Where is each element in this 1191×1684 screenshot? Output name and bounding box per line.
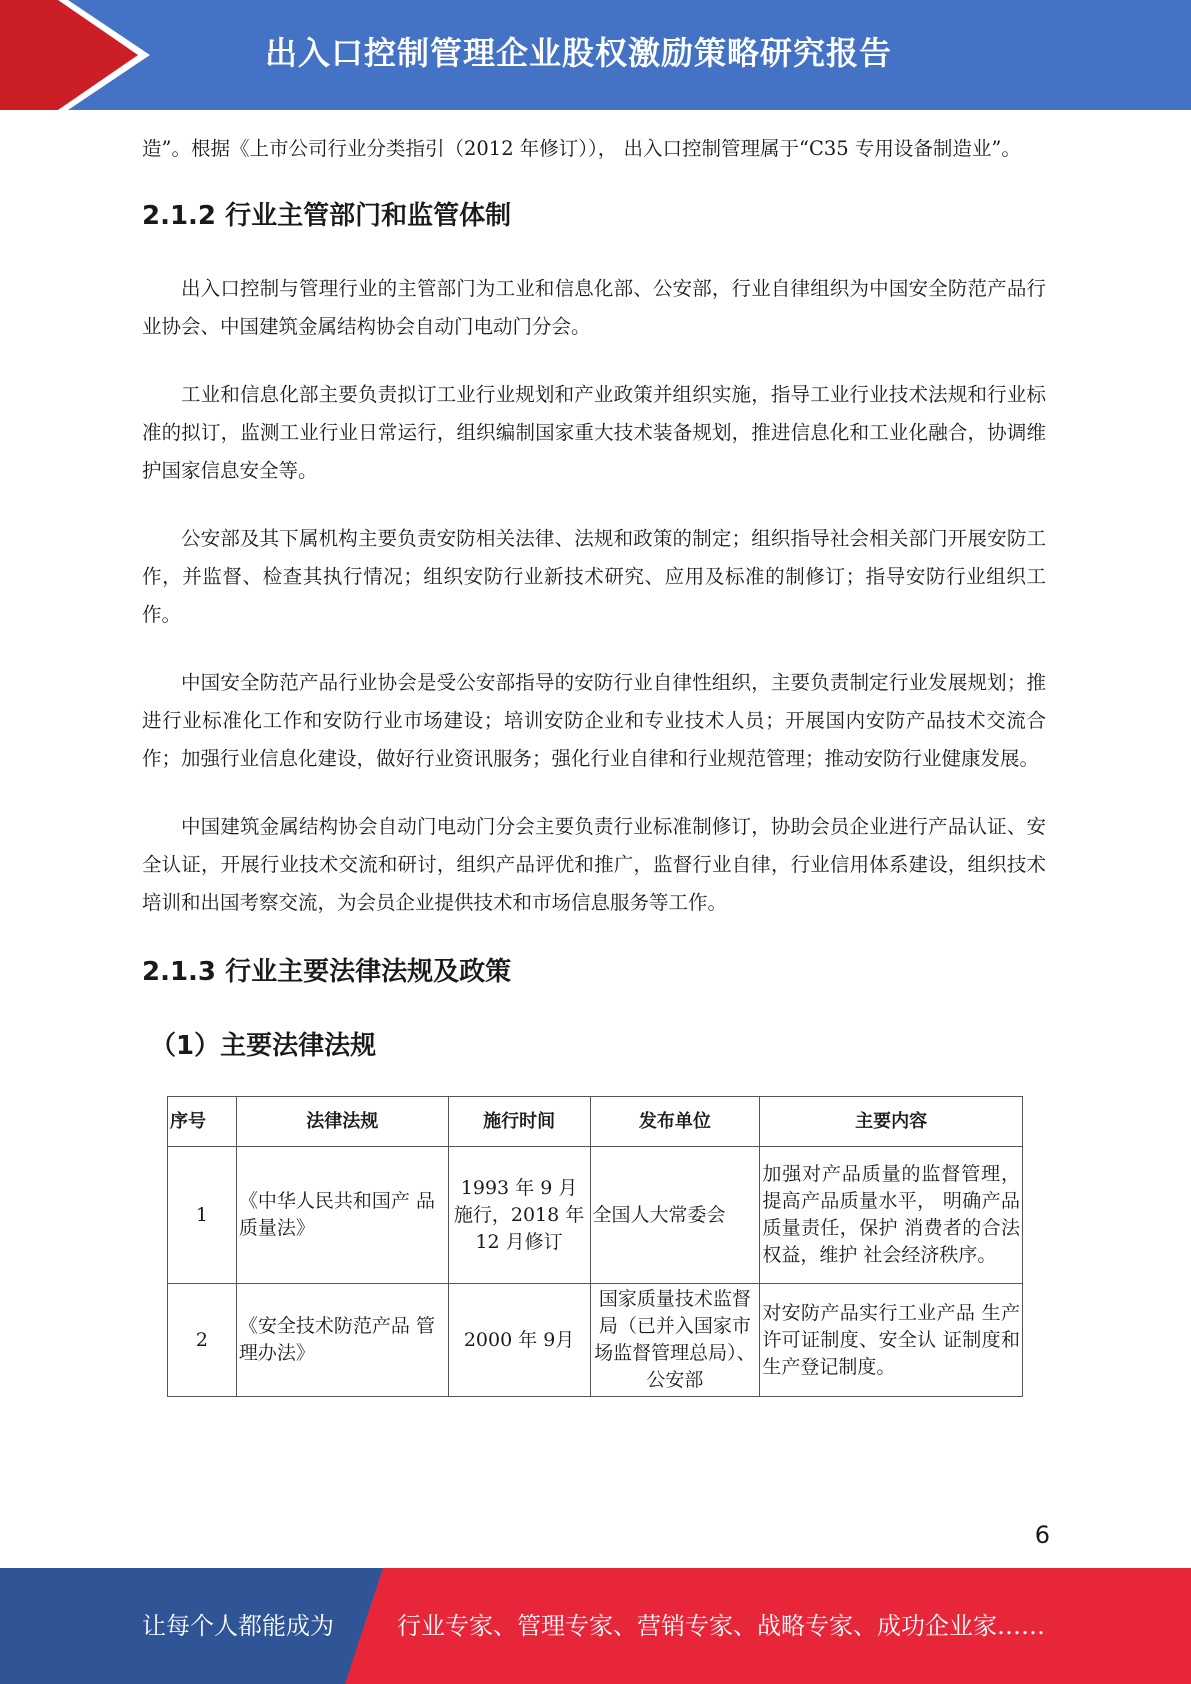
column-header-date: 施行时间 xyxy=(448,1097,590,1147)
paragraph: 中国安全防范产品行业协会是受公安部指导的安防行业自律性组织，主要负责制定行业发展规划；推进行业标准化工作和安防行业市场建设；培训安防企业和专业技术人员；开展国内安防产品技术交流合作；加强行业信息化建设，做好行业资讯服务；强化行业自律和行业规范管理；推动安防行业健康发展。 xyxy=(142,671,1046,770)
table-header-row xyxy=(168,1097,1023,1147)
cell-no: 1 xyxy=(168,1147,237,1284)
cell-no: 2 xyxy=(168,1284,237,1397)
intro-paragraph: 造”。根据《上市公司行业分类指引（2012 年修订））， 出入口控制管理属于“C35 专用设备制造业”。 xyxy=(142,137,1021,160)
cell-issuer: 国家质量技术监督局（已并入国家市场监督管理总局）、公安部 xyxy=(590,1284,760,1397)
cell-date: 1993 年 9 月 施行，2018 年 12 月修订 xyxy=(448,1147,590,1284)
cell-content: 对安防产品实行工业产品 生产许可证制度、安全认 证制度和生产登记制度。 xyxy=(760,1284,1023,1397)
paragraph: 工业和信息化部主要负责拟订工业行业规划和产业政策并组织实施，指导工业行业技术法规和行业标准的拟订，监测工业行业日常运行，组织编制国家重大技术装备规划，推进信息化和工业化融合，协调维护国家信息安全等。 xyxy=(142,383,1046,482)
section-heading-2-1-2: 2.1.2 行业主管部门和监管体制 xyxy=(142,201,512,231)
laws-table xyxy=(167,1096,1023,1397)
page-footer xyxy=(0,1568,1191,1684)
report-title: 出入口控制管理企业股权激励策略研究报告 xyxy=(265,34,893,72)
page-content xyxy=(142,130,1046,1397)
page-header xyxy=(0,0,1191,110)
cell-issuer: 全国人大常委会 xyxy=(590,1147,760,1284)
cell-content: 加强对产品质量的监督管理，提高产品质量水平， 明确产品质量责任，保护 消费者的合法权益，维护 社会经济秩序。 xyxy=(760,1147,1023,1284)
cell-law: 《中华人民共和国产 品质量法》 xyxy=(236,1147,448,1284)
column-header-issuer: 发布单位 xyxy=(590,1097,760,1147)
footer-slogan-right: 行业专家、管理专家、营销专家、战略专家、成功企业家…… xyxy=(397,1612,1045,1640)
footer-slogan-left: 让每个人都能成为 xyxy=(142,1612,334,1640)
cell-law: 《安全技术防范产品 管理办法》 xyxy=(236,1284,448,1397)
column-header-no: 序号 xyxy=(168,1097,237,1147)
column-header-law: 法律法规 xyxy=(236,1097,448,1147)
subheading-laws: （1）主要法律法规 xyxy=(150,1031,377,1061)
paragraph: 中国建筑金属结构协会自动门电动门分会主要负责行业标准制修订，协助会员企业进行产品认证、安全认证，开展行业技术交流和研讨，组织产品评优和推广，监督行业自律，行业信用体系建设，组织技术培训和出国考察交流，为会员企业提供技术和市场信息服务等工作。 xyxy=(142,815,1046,914)
table-row xyxy=(168,1147,1023,1284)
paragraph: 公安部及其下属机构主要负责安防相关法律、法规和政策的制定；组织指导社会相关部门开展安防工作，并监督、检查其执行情况；组织安防行业新技术研究、应用及标准的制修订；指导安防行业组织工作。 xyxy=(142,527,1046,626)
paragraph: 出入口控制与管理行业的主管部门为工业和信息化部、公安部，行业自律组织为中国安全防范产品行业协会、中国建筑金属结构协会自动门电动门分会。 xyxy=(142,277,1046,338)
page-number: 6 xyxy=(1034,1521,1050,1549)
section-heading-2-1-3: 2.1.3 行业主要法律法规及政策 xyxy=(142,957,512,987)
table-row xyxy=(168,1284,1023,1397)
cell-date: 2000 年 9月 xyxy=(448,1284,590,1397)
column-header-content: 主要内容 xyxy=(760,1097,1023,1147)
